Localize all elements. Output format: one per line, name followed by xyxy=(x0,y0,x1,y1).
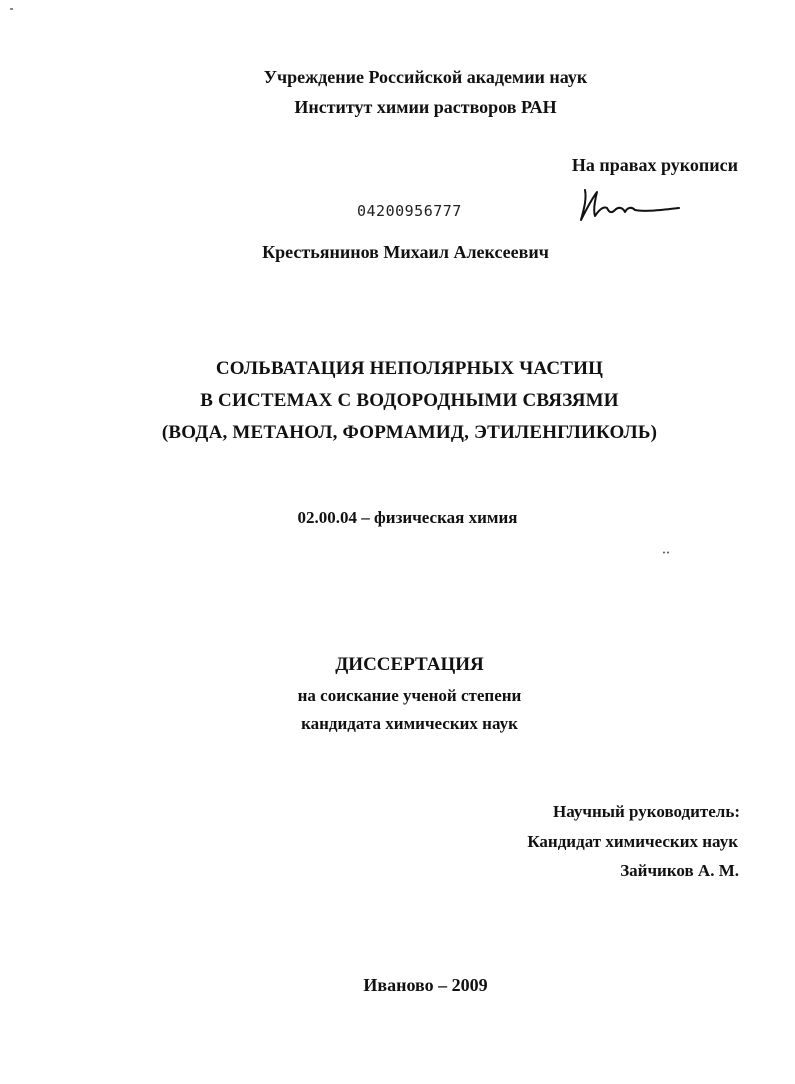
rights-note: На правах рукописи xyxy=(571,155,738,175)
title-line-3: (ВОДА, МЕТАНОЛ, ФОРМАМИД, ЭТИЛЕНГЛИКОЛЬ) xyxy=(161,422,658,443)
author-name: Крестьянинов Михаил Алексеевич xyxy=(262,242,549,262)
supervisor-label: Научный руководитель: xyxy=(553,802,740,821)
title-line-2: В СИСТЕМАХ С ВОДОРОДНЫМИ СВЯЗЯМИ xyxy=(200,390,619,411)
city-year: Иваново – 2009 xyxy=(363,975,488,995)
specialty-code: 02.00.04 – физическая химия xyxy=(297,508,518,527)
degree-line-2: кандидата химических наук xyxy=(301,714,518,733)
scan-artifact xyxy=(10,8,13,10)
degree-line-1: на соискание ученой степени xyxy=(297,686,522,705)
supervisor-degree: Кандидат химических наук xyxy=(527,832,738,851)
work-type-heading: ДИССЕРТАЦИЯ xyxy=(335,654,484,675)
title-line-1: СОЛЬВАТАЦИЯ НЕПОЛЯРНЫХ ЧАСТИЦ xyxy=(215,358,604,379)
document-number: 04200956777 xyxy=(357,202,462,220)
institution-line-1: Учреждение Российской академии наук xyxy=(263,67,588,87)
scan-speck xyxy=(662,551,670,554)
supervisor-name: Зайчиков А. М. xyxy=(620,861,739,880)
signature-image xyxy=(575,186,685,226)
institution-line-2: Институт химии растворов РАН xyxy=(294,97,557,117)
